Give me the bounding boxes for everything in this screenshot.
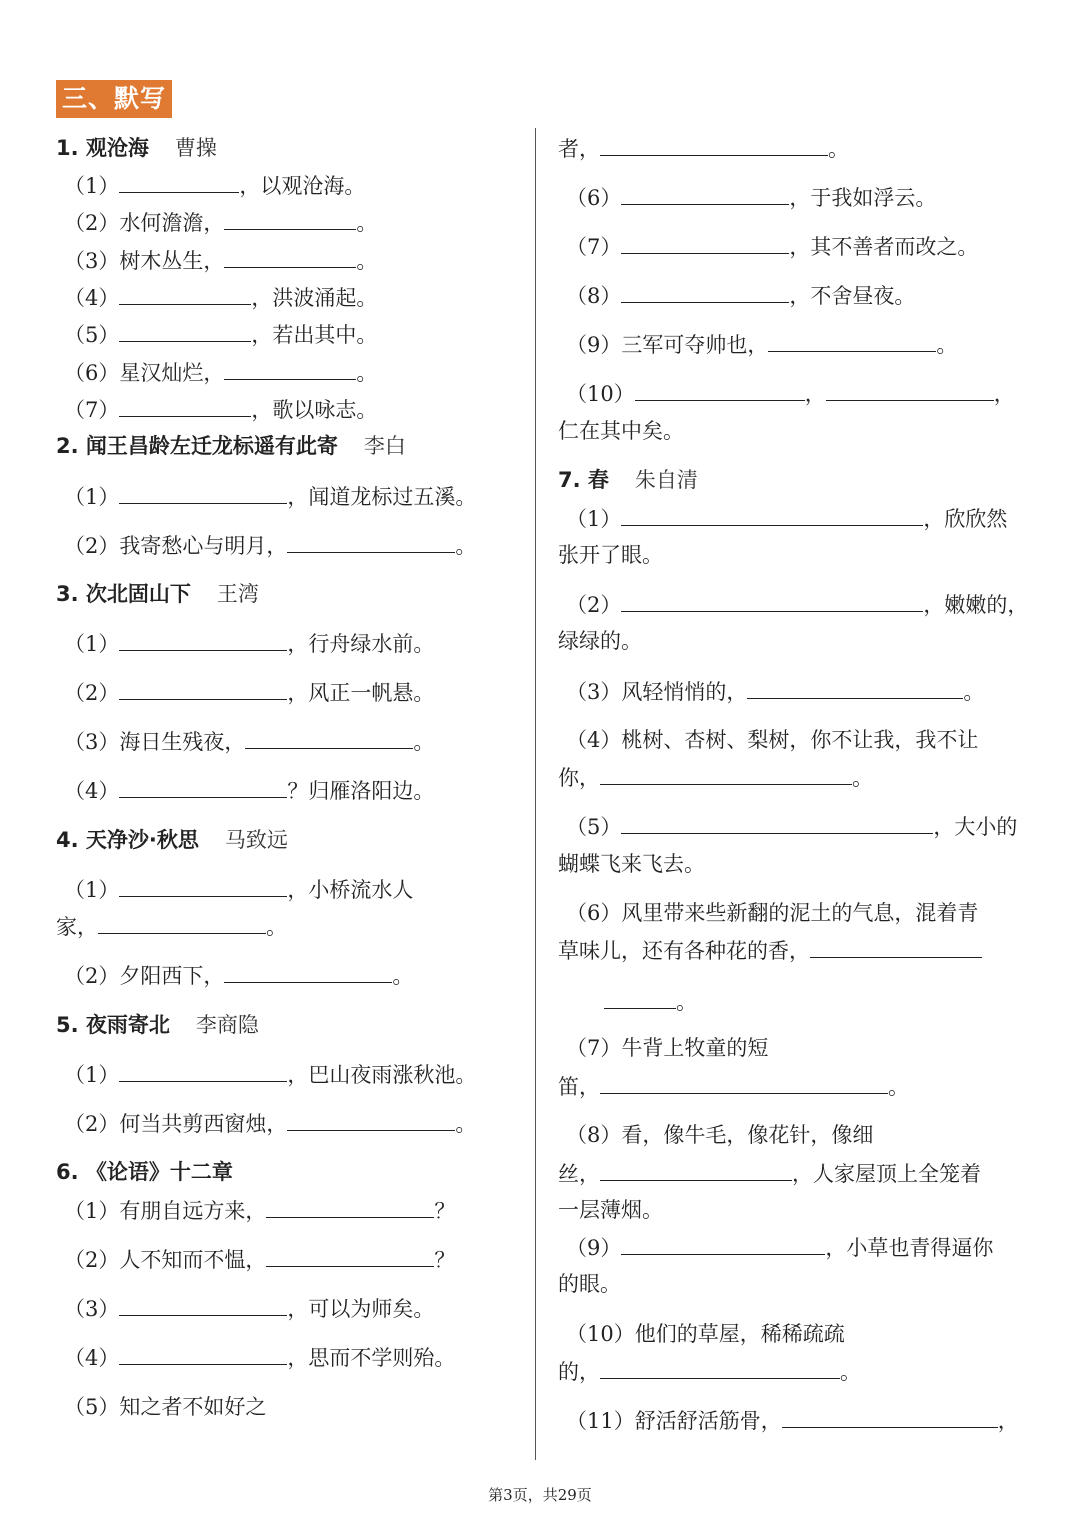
answer-blank[interactable] (119, 874, 287, 897)
poem-heading: 5. 夜雨寄北 李商隐 (56, 1013, 259, 1037)
fill-line: （11）舒活舒活筋骨， ， (566, 1405, 1019, 1436)
column-divider (535, 128, 536, 1460)
answer-blank[interactable] (119, 1342, 287, 1365)
answer-blank[interactable] (782, 1405, 998, 1428)
fill-line: （5） ，若出其中。 (64, 319, 377, 350)
poem-heading: 1. 观沧海 曹操 (56, 136, 217, 160)
fill-line: （7） ，其不善者而改之。 (566, 231, 978, 262)
answer-blank[interactable] (600, 1071, 888, 1094)
section-title: 三、默写 (56, 80, 172, 118)
fill-line: （5）知之者不如好之 (64, 1395, 267, 1419)
answer-blank[interactable] (119, 319, 251, 342)
fill-line: 蝴蝶飞来飞去。 (558, 852, 705, 876)
fill-line: 仁在其中矣。 (558, 419, 684, 443)
fill-line: 绿绿的。 (558, 629, 642, 653)
fill-line: （2）水何澹澹， 。 (64, 207, 377, 238)
answer-blank[interactable] (98, 911, 266, 934)
fill-line: （1） ，欣欣然 (566, 503, 1007, 534)
fill-line: （5） ，大小的 (566, 811, 1017, 842)
answer-blank[interactable] (119, 170, 239, 193)
fill-line: （1）有朋自远方来， ？ (64, 1195, 455, 1226)
answer-blank[interactable] (621, 589, 923, 612)
answer-blank[interactable] (119, 394, 251, 417)
fill-line: 家， 。 (56, 911, 287, 942)
answer-blank[interactable] (621, 182, 789, 205)
fill-line: （9）三军可夺帅也， 。 (566, 329, 957, 360)
fill-line: （1） ，巴山夜雨涨秋池。 (64, 1059, 476, 1090)
answer-blank[interactable] (287, 530, 455, 553)
page-footer: 第3页，共29页 (488, 1486, 592, 1504)
poem-heading: 2. 闻王昌龄左迁龙标遥有此寄 李白 (56, 434, 406, 458)
fill-line: （8） ，不舍昼夜。 (566, 280, 915, 311)
answer-blank[interactable] (119, 282, 251, 305)
fill-line: （4） ，思而不学则殆。 (64, 1342, 455, 1373)
fill-line: （7）牛背上牧童的短 (566, 1036, 769, 1060)
fill-line: （2）何当共剪西窗烛， 。 (64, 1108, 476, 1139)
fill-line: （6）星汉灿烂， 。 (64, 357, 377, 388)
fill-line: 笛， 。 (558, 1071, 909, 1102)
poem-heading: 7. 春 朱自清 (558, 468, 698, 492)
fill-line: 你， 。 (558, 762, 873, 793)
answer-blank[interactable] (245, 726, 413, 749)
fill-line: （2） ，风正一帆悬。 (64, 677, 434, 708)
fill-line: 丝， ，人家屋顶上全笼着 (558, 1158, 981, 1189)
fill-line: 的， 。 (558, 1356, 861, 1387)
fill-line: （8）看，像牛毛，像花针，像细 (566, 1123, 874, 1147)
fill-line: （6） ，于我如浮云。 (566, 182, 936, 213)
answer-blank[interactable] (621, 231, 789, 254)
answer-blank[interactable] (119, 1059, 287, 1082)
answer-blank[interactable] (768, 329, 936, 352)
fill-line: （10） ， ， (566, 378, 1015, 409)
fill-line: （4） ？归雁洛阳边。 (64, 775, 434, 806)
answer-blank[interactable] (810, 935, 982, 958)
poem-heading: 3. 次北固山下 王湾 (56, 582, 259, 606)
answer-blank[interactable] (600, 762, 852, 785)
fill-line: （1） ，小桥流水人 (64, 874, 413, 905)
fill-line: 一层薄烟。 (558, 1198, 663, 1222)
answer-blank[interactable] (119, 1293, 287, 1316)
answer-blank[interactable] (600, 1158, 792, 1181)
fill-line: （9） ，小草也青得逼你 (566, 1232, 993, 1263)
poem-heading: 4. 天净沙·秋思 马致远 (56, 828, 288, 852)
answer-blank[interactable] (266, 1244, 434, 1267)
answer-blank[interactable] (224, 207, 356, 230)
fill-line: （6）风里带来些新翻的泥土的气息，混着青 (566, 901, 979, 925)
poem-heading: 6. 《论语》十二章 (56, 1160, 233, 1184)
answer-blank[interactable] (600, 1356, 840, 1379)
fill-line: （2） ，嫩嫩的， (566, 589, 1028, 620)
answer-blank[interactable] (747, 676, 963, 699)
answer-blank[interactable] (604, 986, 676, 1009)
fill-line: 张开了眼。 (558, 543, 663, 567)
fill-line: （3）海日生残夜， 。 (64, 726, 434, 757)
fill-line: 者， 。 (558, 133, 849, 164)
fill-line: （3） ，可以为师矣。 (64, 1293, 434, 1324)
answer-blank[interactable] (826, 378, 994, 401)
answer-blank[interactable] (119, 775, 287, 798)
fill-line: （3）树木丛生， 。 (64, 245, 377, 276)
answer-blank[interactable] (621, 1232, 825, 1255)
fill-line: （2）人不知而不愠， ？ (64, 1244, 455, 1275)
answer-blank[interactable] (635, 378, 805, 401)
fill-line: （2）我寄愁心与明月， 。 (64, 530, 476, 561)
fill-line: （4） ，洪波涌起。 (64, 282, 377, 313)
answer-blank[interactable] (621, 503, 923, 526)
fill-line: （4）桃树、杏树、梨树，你不让我，我不让 (566, 728, 979, 752)
answer-blank[interactable] (621, 280, 789, 303)
fill-line: （1） ，闻道龙标过五溪。 (64, 481, 476, 512)
answer-blank[interactable] (600, 133, 828, 156)
answer-blank[interactable] (224, 245, 356, 268)
fill-line: （2）夕阳西下， 。 (64, 960, 413, 991)
answer-blank[interactable] (266, 1195, 434, 1218)
answer-blank[interactable] (224, 357, 356, 380)
answer-blank[interactable] (621, 811, 933, 834)
answer-blank[interactable] (119, 677, 287, 700)
answer-blank[interactable] (287, 1108, 455, 1131)
fill-line: （7） ，歌以咏志。 (64, 394, 377, 425)
answer-blank[interactable] (119, 481, 287, 504)
fill-line: 。 (604, 986, 697, 1017)
fill-line: （1） ，行舟绿水前。 (64, 628, 434, 659)
fill-line: （1） ，以观沧海。 (64, 170, 365, 201)
answer-blank[interactable] (224, 960, 392, 983)
fill-line: 的眼。 (558, 1272, 621, 1296)
answer-blank[interactable] (119, 628, 287, 651)
fill-line: 草味儿，还有各种花的香， (558, 935, 982, 966)
fill-line: （3）风轻悄悄的， 。 (566, 676, 984, 707)
fill-line: （10）他们的草屋，稀稀疏疏 (566, 1322, 845, 1346)
